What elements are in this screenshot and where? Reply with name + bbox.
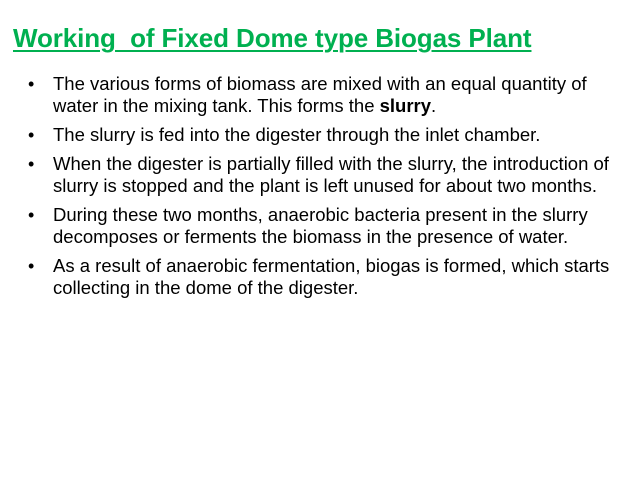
- bullet-text: During these two months, anaerobic bacteria present in the slurry decomposes or ferments the biomass in the presence of water.: [53, 204, 588, 247]
- bullet-icon: •: [28, 74, 35, 94]
- slide-title: Working of Fixed Dome type Biogas Plant: [13, 23, 532, 53]
- bullet-bold-term: slurry: [379, 95, 432, 116]
- bullet-icon: •: [28, 125, 35, 145]
- bullet-item: [28, 124, 620, 146]
- bullet-text: When the digester is partially filled with the slurry, the introduction of slurry is stopped and the plant is left unused for about two months.: [53, 153, 609, 196]
- bullet-icon: •: [28, 154, 35, 174]
- bullet-list: [28, 73, 620, 306]
- bullet-item: [28, 255, 620, 299]
- bullet-text: As a result of anaerobic fermentation, biogas is formed, which starts collecting in the dome of the digester.: [53, 255, 610, 298]
- bullet-item: [28, 153, 620, 197]
- bullet-tail: .: [431, 95, 437, 116]
- bullet-text: The slurry is fed into the digester through the inlet chamber.: [53, 124, 541, 145]
- bullet-icon: •: [28, 205, 35, 225]
- bullet-text: The various forms of biomass are mixed with an equal quantity of water in the mixing tank. This forms the: [53, 73, 587, 116]
- bullet-item: [28, 204, 620, 248]
- bullet-icon: •: [28, 256, 35, 276]
- bullet-item: [28, 73, 620, 117]
